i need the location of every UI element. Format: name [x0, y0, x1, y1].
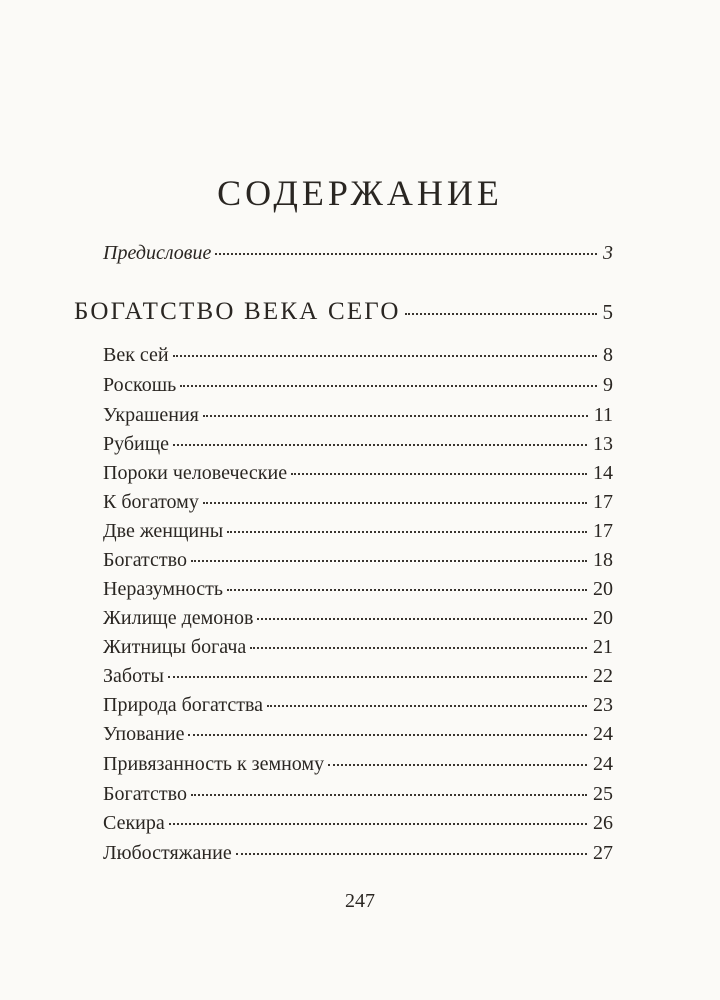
dot-leader	[173, 444, 587, 446]
page-number: 247	[345, 890, 375, 912]
toc-entry-label: Привязанность к земному	[103, 753, 325, 775]
toc-entry-label: Неразумность	[103, 578, 224, 600]
toc-entry-page: 9	[603, 374, 613, 396]
toc-entry-label: Секира	[103, 812, 165, 834]
page-title: СОДЕРЖАНИЕ	[217, 173, 503, 213]
toc-entry-page: 18	[593, 549, 613, 571]
toc-entry-label: Любостяжание	[103, 842, 232, 864]
toc-entry-label: Заботы	[103, 665, 164, 687]
dot-leader	[250, 647, 587, 649]
dot-leader	[180, 385, 597, 387]
dot-leader	[191, 560, 587, 562]
toc-entry	[103, 404, 613, 427]
toc-entry-label: Упование	[103, 723, 185, 745]
dot-leader	[215, 253, 597, 255]
dot-leader	[267, 705, 587, 707]
dot-leader	[227, 589, 587, 591]
toc-entry-label: Богатство	[103, 549, 187, 571]
toc-entry-label: Житницы богача	[103, 636, 247, 658]
toc-entry-page: 20	[593, 578, 613, 600]
toc-entry	[103, 753, 613, 776]
toc-entry-label: Две женщины	[103, 520, 224, 542]
toc-entry-page: 24	[593, 753, 613, 775]
toc-entry-page: 24	[593, 723, 613, 745]
toc-entry-page: 11	[593, 404, 613, 426]
toc-entry-label: Богатство	[103, 783, 187, 805]
toc-entry	[103, 549, 613, 572]
toc-section-page: 5	[602, 300, 613, 324]
dot-leader	[173, 355, 597, 357]
dot-leader	[168, 676, 587, 678]
toc-entry	[103, 723, 613, 746]
toc-section	[74, 298, 613, 326]
toc-entry-page: 17	[593, 520, 613, 542]
toc-entry-label: Век сей	[103, 344, 169, 366]
dot-leader	[227, 531, 587, 533]
toc-preface	[103, 242, 613, 265]
toc-entry-label: Роскошь	[103, 374, 177, 396]
dot-leader	[257, 618, 587, 620]
toc-entry	[103, 433, 613, 456]
toc-entry-label: Рубище	[103, 433, 170, 455]
toc-entry	[103, 607, 613, 630]
dot-leader	[203, 502, 587, 504]
toc-entry-page: 17	[593, 491, 613, 513]
toc-entry-page: 25	[593, 783, 613, 805]
toc-entry	[103, 344, 613, 367]
toc-entry	[103, 520, 613, 543]
dot-leader	[203, 415, 588, 417]
toc-entry	[103, 812, 613, 835]
toc-entry-page: 13	[593, 433, 613, 455]
toc-entry-page: 21	[593, 636, 613, 658]
toc-entry-page: 8	[603, 344, 613, 366]
dot-leader	[291, 473, 587, 475]
toc-preface-page: 3	[603, 242, 613, 264]
toc-entry-page: 27	[593, 842, 613, 864]
toc-entry	[103, 578, 613, 601]
toc-preface-label: Предисловие	[103, 242, 212, 264]
dot-leader	[405, 313, 597, 315]
dot-leader	[169, 823, 587, 825]
toc-entry	[103, 694, 613, 717]
dot-leader	[188, 734, 587, 736]
toc-entry	[103, 462, 613, 485]
toc-entry	[103, 665, 613, 688]
toc-entry-label: Жилище демонов	[103, 607, 254, 629]
toc-entry-page: 23	[593, 694, 613, 716]
dot-leader	[236, 853, 587, 855]
toc-entry-page: 22	[593, 665, 613, 687]
dot-leader	[328, 764, 587, 766]
toc-entry	[103, 491, 613, 514]
toc-entry-label: Пороки человеческие	[103, 462, 288, 484]
toc-entry-label: Природа богатства	[103, 694, 264, 716]
toc-entry	[103, 374, 613, 397]
dot-leader	[191, 794, 587, 796]
toc-entry-label: К богатому	[103, 491, 199, 513]
toc-entry	[103, 842, 613, 865]
toc-entry	[103, 636, 613, 659]
toc-entry-page: 20	[593, 607, 613, 629]
toc-entry-label: Украшения	[103, 404, 199, 426]
toc-entry-page: 14	[593, 462, 613, 484]
toc-entry-page: 26	[593, 812, 613, 834]
toc-section-label: БОГАТСТВО ВЕКА СЕГО	[74, 298, 401, 325]
toc-entry	[103, 783, 613, 806]
